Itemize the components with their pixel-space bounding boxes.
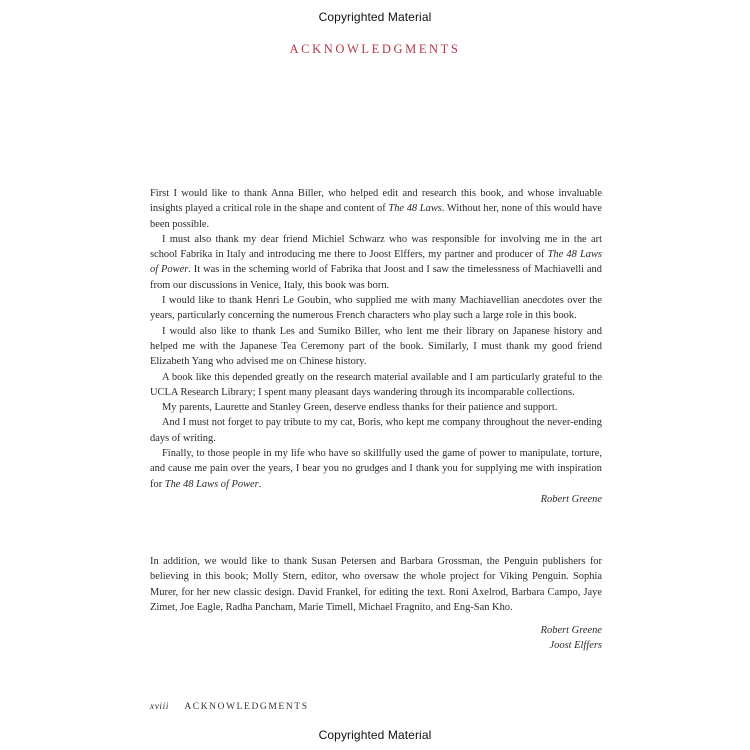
acknowledgments-additional: [150, 554, 602, 654]
copyright-banner-top: Copyrighted Material: [318, 10, 432, 24]
paragraph: My parents, Laurette and Stanley Green, deserve endless thanks for their patience and support.: [162, 402, 558, 414]
page-number: xviii: [150, 702, 169, 712]
paragraph: Finally, to those people in my life who have so skillfully used the game of power to manipulate, torture, and cause me pain over the years, I bear you no grudges and I thank you for supplying me with inspiration for The 48 Laws of Power.: [150, 448, 602, 490]
joint-signature: [150, 623, 602, 654]
copyright-banner-bottom: Copyrighted Material: [318, 728, 432, 742]
acknowledgments-main: [150, 186, 602, 507]
signature-line: Robert Greene: [540, 625, 602, 637]
paragraph: I would like to thank Henri Le Goubin, who supplied me with many Machiavellian anecdotes over the years, particularly concerning the numerous French characters who play such a large role in this book.: [150, 295, 602, 322]
page-heading: ACKNOWLEDGMENTS: [289, 42, 461, 56]
page-footer: [150, 702, 309, 712]
paragraph: I must also thank my dear friend Michiel Schwarz who was responsible for involving me in the art school Fabrika in Italy and introducing me there to Joost Elffers, my partner and producer of The 48 Laws of Power. It was in the scheming world of Fabrika that Joost and I saw the timelessness of Machiavelli and from our discussions in Venice, Italy, this book was born.: [150, 233, 602, 291]
author-signature: Robert Greene: [540, 493, 602, 505]
paragraph: And I must not forget to pay tribute to my cat, Boris, who kept me company throughout the never-ending days of writing.: [150, 417, 602, 444]
paragraph: In addition, we would like to thank Susan Petersen and Barbara Grossman, the Penguin publishers for believing in this book; Molly Stern, editor, who oversaw the whole project for Viking Penguin. Sophia Murer, for her new classic design. David Frankel, for editing the text. Roni Axelrod, Barbara Campo, Jaye Zimet, Joe Eagle, Radha Pancham, Marie Timell, Michael Fragnito, and Eng-San Kho.: [150, 556, 602, 613]
paragraph: I would also like to thank Les and Sumiko Biller, who lent me their library on Japanese history and helped me with the Japanese Tea Ceremony part of the book. Similarly, I must thank my good friend Elizabeth Yang who advised me on Chinese history.: [150, 325, 602, 368]
signature-line: Joost Elffers: [549, 640, 602, 652]
running-head: ACKNOWLEDGMENTS: [184, 702, 309, 712]
paragraph: First I would like to thank Anna Biller, who helped edit and research this book, and whose invaluable insights played a critical role in the shape and content of The 48 Laws. Without her, none of this would have been possible.: [150, 188, 602, 230]
paragraph: A book like this depended greatly on the research material available and I am particularly grateful to the UCLA Research Library; I spent many pleasant days wandering through its incomparable collections.: [150, 371, 602, 398]
